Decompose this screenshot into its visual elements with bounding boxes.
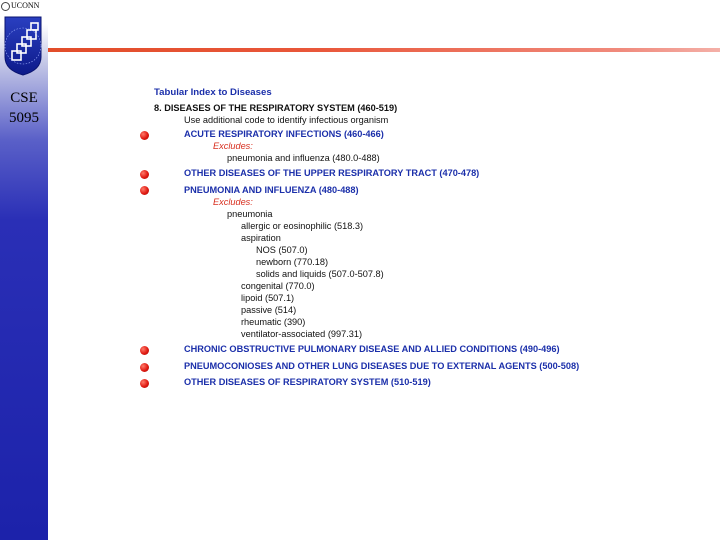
list-item: PNEUMONIA AND INFLUENZA (480-488) [184,185,359,195]
list-item: allergic or eosinophilic (518.3) [241,221,364,231]
list-item: newborn (770.18) [256,257,329,267]
list-item: lipoid (507.1) [241,293,295,303]
bullet-icon [140,170,149,179]
bullet-icon [140,363,149,372]
list-item: CHRONIC OBSTRUCTIVE PULMONARY DISEASE AND ALLIED CONDITIONS (490-496) [184,344,560,354]
chapter-heading: 8. DISEASES OF THE RESPIRATORY SYSTEM (460-519) [154,103,398,113]
bullet-icon [140,346,149,355]
list-item: solids and liquids (507.0-507.8) [256,269,384,279]
list-item: OTHER DISEASES OF RESPIRATORY SYSTEM (510-519) [184,377,431,387]
list-item: pneumonia and influenza (480.0-488) [227,153,380,163]
list-item: PNEUMOCONIOSES AND OTHER LUNG DISEASES DUE TO EXTERNAL AGENTS (500-508) [184,361,580,371]
excludes-label: Excludes: [213,197,253,207]
list-item: congenital (770.0) [241,281,315,291]
list-item: ventilator-associated (997.31) [241,329,363,339]
bullet-icon [140,131,149,140]
list-item: NOS (507.0) [256,245,308,255]
list-item: ACUTE RESPIRATORY INFECTIONS (460-466) [184,129,384,139]
chapter-note: Use additional code to identify infectious organism [184,115,389,125]
list-item: OTHER DISEASES OF THE UPPER RESPIRATORY TRACT (470-478) [184,168,480,178]
course-line-1: CSE [10,90,38,106]
uconn-label: UCONN [11,1,40,10]
excludes-label: Excludes: [213,141,253,151]
list-item: passive (514) [241,305,297,315]
slide-title: Tabular Index to Diseases [154,87,272,98]
list-item: aspiration [241,233,281,243]
course-line-2: 5095 [9,110,39,126]
list-item: rheumatic (390) [241,317,306,327]
bullet-icon [140,379,149,388]
list-item: pneumonia [227,209,273,219]
bullet-icon [140,186,149,195]
